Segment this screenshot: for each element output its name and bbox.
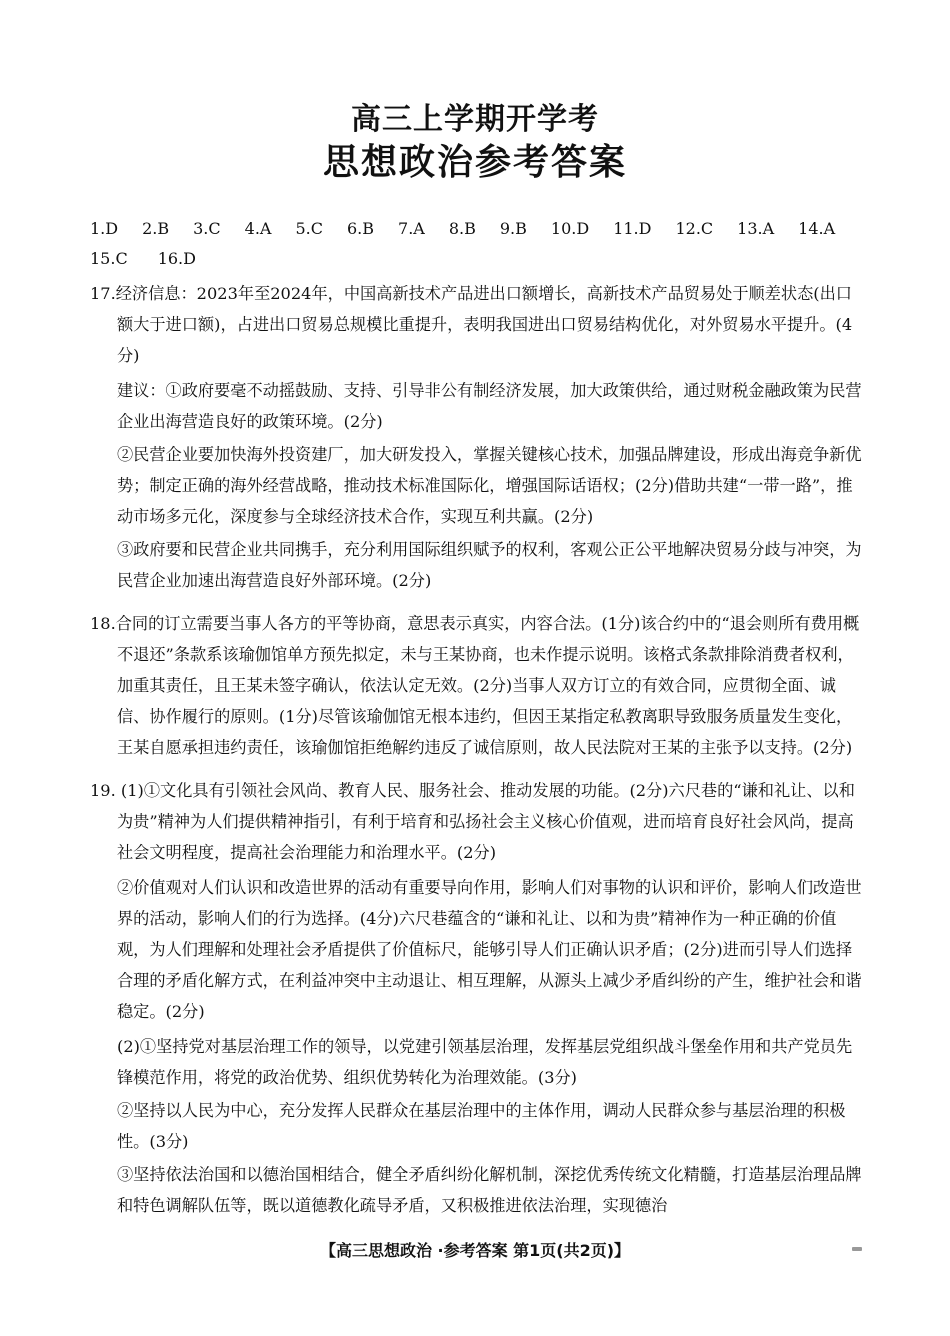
page-title-line2: 思想政治参考答案 bbox=[322, 142, 627, 183]
q19-main: 19. (1)①文化具有引领社会风尚、教育人民、服务社会、推动发展的功能。(2分)六尺巷的“谦和礼让、以和为贵”精神为人们提供精神指引，有利于培育和弘扬社会主义核心价值观，进而培育良好社会风尚，提高社会文明程度，提高社会治理能力和治理水平。(2分) bbox=[90, 781, 855, 862]
question-18 bbox=[90, 608, 865, 763]
answer-item: 7.A bbox=[398, 219, 425, 238]
answer-content bbox=[90, 278, 865, 1233]
question-17 bbox=[90, 278, 865, 596]
q19-part2-point3: ③坚持依法治国和以德治国相结合，健全矛盾纠纷化解机制，深挖优秀传统文化精髓，打造基层治理品牌和特色调解队伍等，既以道德教化疏导矛盾，又积极推进依法治理，实现德治 bbox=[117, 1165, 862, 1215]
answer-item: 4.A bbox=[244, 219, 272, 238]
scan-mark bbox=[852, 1247, 862, 1251]
answer-item: 15.C bbox=[90, 249, 128, 268]
multiple-choice-answers bbox=[90, 214, 880, 274]
answers-row-2 bbox=[90, 244, 880, 274]
answer-item: 2.B bbox=[142, 219, 170, 238]
q17-suggestion-3: ③政府要和民营企业共同携手，充分利用国际组织赋予的权利，客观公正公平地解决贸易分歧与冲突，为民营企业加速出海营造良好外部环境。(2分) bbox=[117, 540, 862, 590]
answer-item: 6.B bbox=[346, 219, 375, 238]
page-title-line1: 高三上学期开学考 bbox=[351, 102, 599, 137]
q18-main: 18.合同的订立需要当事人各方的平等协商，意思表示真实，内容合法。(1分)该合约中的“退会则所有费用概不退还”条款系该瑜伽馆单方预先拟定，未与王某协商，也未作提示说明。该格式条款排除消费者权利，加重其责任，且王某未签字确认，依法认定无效。(2分)当事人双方订立的有效合同，应贯彻全面、诚信、协作履行的原则。(1分)尽管该瑜伽馆无根本违约，但因王某指定私教离职导致服务质量发生变化，王某自愿承担违约责任，该瑜伽馆拒绝解约违反了诚信原则，故人民法院对王某的主张予以支持。(2分) bbox=[90, 614, 860, 757]
answer-item: 1.D bbox=[90, 219, 119, 238]
page-footer: 【高三思想政治 ·参考答案 第1页(共2页)】 bbox=[319, 1241, 631, 1260]
answer-item: 5.C bbox=[295, 219, 323, 238]
answer-item: 10.D bbox=[550, 219, 590, 238]
q19-part1-point2: ②价值观对人们认识和改造世界的活动有重要导向作用，影响人们对事物的认识和评价，影响人们改造世界的活动，影响人们的行为选择。(4分)六尺巷蕴含的“谦和礼让、以和为贵”精神作为一种正确的价值观，为人们理解和处理社会矛盾提供了价值标尺，能够引导人们正确认识矛盾；(2分)进而引导人们选择合理的矛盾化解方式，在利益冲突中主动退让、相互理解，从源头上减少矛盾纠纷的产生，维护社会和谐稳定。(2分) bbox=[117, 878, 862, 1021]
answer-item: 3.C bbox=[193, 219, 221, 238]
answer-item: 16.D bbox=[157, 249, 196, 268]
answer-item: 11.D bbox=[613, 219, 652, 238]
q17-suggestion-1: 建议：①政府要毫不动摇鼓励、支持、引导非公有制经济发展，加大政策供给，通过财税金融政策为民营企业出海营造良好的政策环境。(2分) bbox=[117, 381, 862, 431]
answer-item: 8.B bbox=[448, 219, 476, 238]
answer-item: 9.B bbox=[499, 219, 527, 238]
answer-item: 13.A bbox=[737, 219, 775, 238]
q17-main: 17.经济信息：2023年至2024年，中国高新技术产品进出口额增长，高新技术产品贸易处于顺差状态(出口额大于进口额)，占进出口贸易总规模比重提升，表明我国进出口贸易结构优化，对外贸易水平提升。(4分) bbox=[90, 284, 853, 365]
q19-part2-point1: (2)①坚持党对基层治理工作的领导，以党建引领基层治理，发挥基层党组织战斗堡垒作用和共产党员先锋模范作用，将党的政治优势、组织优势转化为治理效能。(3分) bbox=[117, 1037, 853, 1087]
answer-item: 14.A bbox=[798, 219, 836, 238]
answers-row-1 bbox=[90, 214, 880, 244]
q17-suggestion-2: ②民营企业要加快海外投资建厂，加大研发投入，掌握关键核心技术，加强品牌建设，形成出海竞争新优势；制定正确的海外经营战略，推动技术标准国际化，增强国际话语权；(2分)借助共建“一带一路”，推动市场多元化，深度参与全球经济技术合作，实现互利共赢。(2分) bbox=[117, 445, 862, 526]
answer-item: 12.C bbox=[675, 219, 714, 238]
question-19 bbox=[90, 775, 865, 1221]
q19-part2-point2: ②坚持以人民为中心，充分发挥人民群众在基层治理中的主体作用，调动人民群众参与基层治理的积极性。(3分) bbox=[117, 1101, 846, 1151]
